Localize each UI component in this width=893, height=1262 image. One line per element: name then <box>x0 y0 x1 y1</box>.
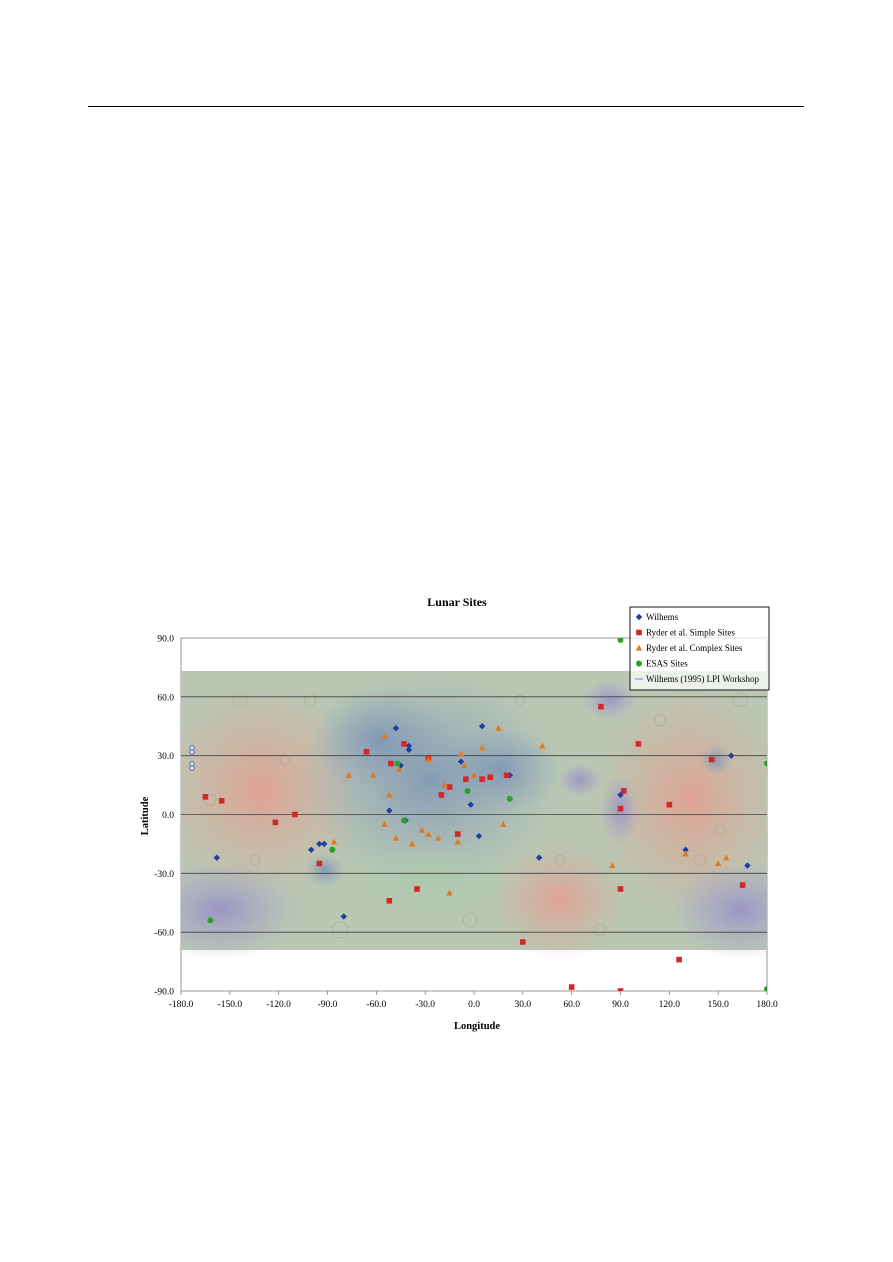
x-axis-title: Longitude <box>453 1021 501 1032</box>
x-tick-label: -90.0 <box>317 1000 338 1010</box>
y-tick-label: -60.0 <box>154 928 174 939</box>
data-point-series-1 <box>273 820 279 826</box>
legend-label-2: Ryder et al. Complex Sites <box>646 643 743 653</box>
y-tick-label: 30.0 <box>157 752 174 763</box>
y-tick-label: 0.0 <box>162 811 174 821</box>
data-point-series-1 <box>621 788 627 794</box>
data-point-series-3 <box>394 761 400 767</box>
lunar-map-image <box>140 670 810 960</box>
data-point-series-1 <box>667 802 673 808</box>
x-tick-label: -30.0 <box>415 1000 436 1010</box>
y-tick-label: -90.0 <box>154 987 174 998</box>
data-point-series-1 <box>447 784 453 790</box>
data-point-series-1 <box>364 749 370 755</box>
y-tick-label: 60.0 <box>157 693 174 704</box>
data-point-series-1 <box>520 939 526 945</box>
data-point-series-3 <box>401 817 407 823</box>
legend-marker-3 <box>636 661 642 667</box>
y-tick-label: -30.0 <box>154 869 174 880</box>
data-point-series-1 <box>618 886 624 892</box>
data-point-series-1 <box>569 984 575 990</box>
x-tick-label: -150.0 <box>217 1000 243 1010</box>
data-point-series-1 <box>618 806 624 812</box>
data-point-series-1 <box>463 776 469 782</box>
chart-title: Lunar Sites <box>427 595 487 609</box>
data-point-series-1 <box>317 861 323 867</box>
x-tick-label: 120.0 <box>658 1000 681 1010</box>
data-point-series-3 <box>329 847 335 853</box>
x-tick-label: 30.0 <box>514 1000 532 1010</box>
x-tick-label: 60.0 <box>563 1000 580 1010</box>
legend-label-1: Ryder et al. Simple Sites <box>646 627 735 638</box>
data-point-series-3 <box>464 788 470 794</box>
data-point-series-3 <box>507 796 513 802</box>
x-tick-label: 90.0 <box>612 1000 629 1010</box>
data-point-series-1 <box>479 776 485 782</box>
y-tick-label: 90.0 <box>157 634 174 645</box>
legend <box>630 607 769 690</box>
data-point-series-3 <box>764 761 770 767</box>
legend-label-4: Wilhems (1995) LPI Workshop <box>646 674 759 684</box>
y-axis-title: Latitude <box>140 796 151 836</box>
data-point-series-1 <box>740 882 746 888</box>
data-point-series-1 <box>709 757 715 763</box>
x-tick-label: 0.0 <box>468 1000 480 1010</box>
legend-label-3: ESAS Sites <box>646 658 688 669</box>
data-point-series-1 <box>676 957 682 963</box>
x-tick-label: -60.0 <box>366 1000 387 1010</box>
data-point-series-1 <box>414 886 420 892</box>
legend-marker-1 <box>636 630 642 636</box>
data-point-series-1 <box>219 798 225 804</box>
data-point-series-1 <box>504 772 510 778</box>
x-tick-label: 150.0 <box>707 1000 729 1010</box>
x-tick-label: -120.0 <box>266 1000 291 1010</box>
data-point-series-1 <box>487 774 493 780</box>
legend-label-0: Wilhems <box>646 612 679 622</box>
data-point-series-1 <box>401 741 407 747</box>
data-point-series-1 <box>439 792 445 798</box>
x-tick-label: -180.0 <box>168 1000 194 1010</box>
data-point-series-1 <box>455 831 461 837</box>
data-point-series-1 <box>388 761 394 767</box>
data-point-series-1 <box>203 794 209 800</box>
data-point-series-1 <box>636 741 642 747</box>
data-point-series-1 <box>292 812 298 818</box>
x-tick-label: 180.0 <box>756 1000 778 1010</box>
data-point-series-1 <box>387 898 393 904</box>
data-point-series-3 <box>207 917 213 923</box>
data-point-series-1 <box>598 704 604 710</box>
